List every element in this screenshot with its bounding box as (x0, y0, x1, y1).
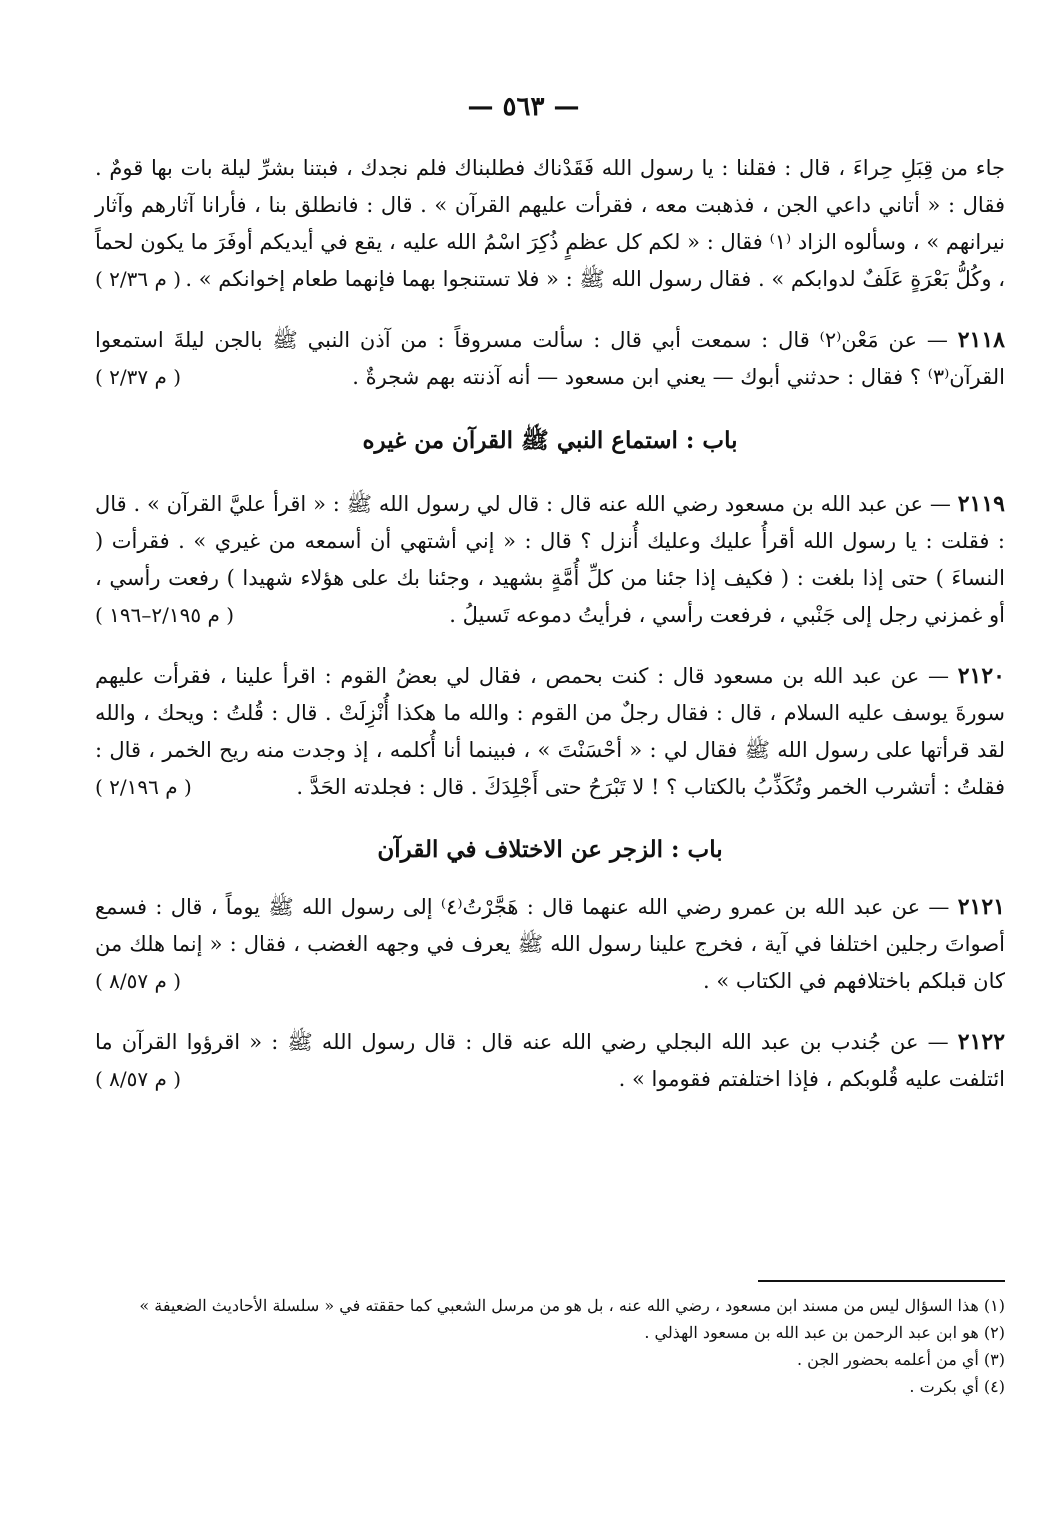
hadith-number: ٢١٢٠ (957, 663, 1005, 689)
hadith-number: ٢١١٩ (957, 491, 1005, 517)
source-reference: ( م ٨/٥٧ ) (95, 969, 182, 993)
footnote: (٢) هو ابن عبد الرحمن بن عبد الله بن مسعود الهذلي . (644, 1323, 1005, 1342)
main-text (95, 150, 1005, 1122)
hadith-text: جاء من قِبَلِ حِراءَ ، قال : فقلنا : يا رسول الله فَقَدْناك فطلبناك فلم نجدك ، فبتنا بشرِّ ليلة بات بها قومٌ . فقال : « أتاني داعي الجن ، فذهبت معه ، فقرأت عليهم القرآن » . قال : فانطلق بنا ، فأرانا آثارهم وآثار نيرانهم » ، وسألوه الزاد ⁽١⁾ فقال : « لكم كل عظمٍ ذُكِرَ اسْمُ الله عليه ، يقع في أيديكم أوفَرَ ما يكون لحماً ، وكُلُّ بَعْرَةٍ عَلَفٌ لدوابكم » . فقال رسول الله ﷺ : « فلا تستنجوا بهما فإنهما طعام إخوانكم » . (95, 156, 1006, 291)
hadith-text: — عن عبد الله بن عمرو رضي الله عنهما قال : هَجَّرْتُ⁽٤⁾ إلى رسول الله ﷺ يوماً ، قال : فسمع أصواتَ رجلين اختلفا في آية ، فخرج علينا رسول الله ﷺ يعرف في وجهه الغضب ، فقال : « إنما هلك من كان قبلكم باختلافهم في الكتاب » . (95, 895, 1005, 993)
hadith-number: ٢١١٨ (957, 327, 1005, 353)
hadith-number: ٢١٢١ (957, 894, 1005, 920)
hadith-2119 (95, 486, 1005, 634)
hadith-continuation (95, 150, 1005, 298)
footnote-separator (758, 1280, 1005, 1282)
hadith-number: ٢١٢٢ (957, 1029, 1006, 1055)
hadith-2121 (95, 889, 1005, 1000)
footnote: (٤) أي بكرت . (909, 1377, 1005, 1396)
chapter-heading: باب : استماع النبي ﷺ القرآن من غيره (362, 427, 738, 454)
source-reference: ( م ٢/٣٦ ) (95, 267, 182, 291)
hadith-text: — عن جُندب بن عبد الله البجلي رضي الله عنه قال : قال رسول الله ﷺ : « اقرؤوا القرآن ما ائتلفت عليه قُلوبكم ، فإذا اختلفتم فقوموا » . (95, 1030, 1005, 1091)
source-reference: ( م ٢/١٩٦ ) (95, 775, 192, 799)
hadith-2122 (95, 1024, 1005, 1098)
chapter-heading: باب : الزجر عن الاختلاف في القرآن (377, 836, 723, 863)
hadith-2120 (95, 658, 1005, 806)
footnote: (١) هذا السؤال ليس من مسند ابن مسعود ، رضي الله عنه ، بل هو من مرسل الشعبي كما حققته في « سلسلة الأحاديث الضعيفة » (139, 1296, 1005, 1315)
source-reference: ( م ٨/٥٧ ) (95, 1067, 182, 1091)
page-number: — ٥٦٣ — (467, 92, 580, 122)
hadith-text: — عن عبد الله بن مسعود قال : كنت بحمص ، فقال لي بعضُ القوم : اقرأ علينا ، فقرأت عليهم سورةَ يوسف عليه السلام ، قال : فقال رجلٌ من القوم : والله ما هكذا أُنْزِلَتْ . قال : قُلتُ : ويحك ، والله لقد قرأتها على رسول الله ﷺ فقال لي : « أحْسَنْتَ » ، فبينما أنا أُكلمه ، إذ وجدت منه ريح الخمر ، قال : فقلتُ : أتشرب الخمر وتُكَذِّبُ بالكتاب ؟ ! لا تَبْرَحُ حتى أَجْلِدَكَ . قال : فجلدته الحَدَّ . (95, 664, 1005, 799)
source-reference: ( م ٢/٣٧ ) (95, 365, 182, 389)
footnote: (٣) أي من أعلمه بحضور الجن . (797, 1350, 1005, 1369)
source-reference: ( م ٢/١٩٥–١٩٦ ) (95, 603, 235, 627)
hadith-text: — عن مَعْن⁽٢⁾ قال : سمعت أبي قال : سألت مسروقاً : من آذن النبي ﷺ بالجن ليلةَ استمعوا القرآن⁽٣⁾ ؟ فقال : حدثني أبوك — يعني ابن مسعود — أنه آذنته بهم شجرةٌ . (95, 328, 1005, 389)
hadith-text: — عن عبد الله بن مسعود رضي الله عنه قال : قال لي رسول الله ﷺ : « اقرأ عليَّ القرآن » . قال : فقلت : يا رسول الله أقرأُ عليك وعليك أُنزل ؟ قال : « إني أشتهي أن أسمعه من غيري » . فقرأت ( النساءَ ) حتى إذا بلغت : ( فكيف إذا جئنا من كلِّ أُمَّةٍ بشهيد ، وجئنا بك على هؤلاء شهيدا ) رفعت رأسي ، أو غمزني رجل إلى جَنْبي ، فرفعت رأسي ، فرأيتُ دموعه تَسيلُ . (95, 492, 1006, 627)
footnotes (100, 1292, 1005, 1400)
hadith-2118 (95, 322, 1005, 396)
